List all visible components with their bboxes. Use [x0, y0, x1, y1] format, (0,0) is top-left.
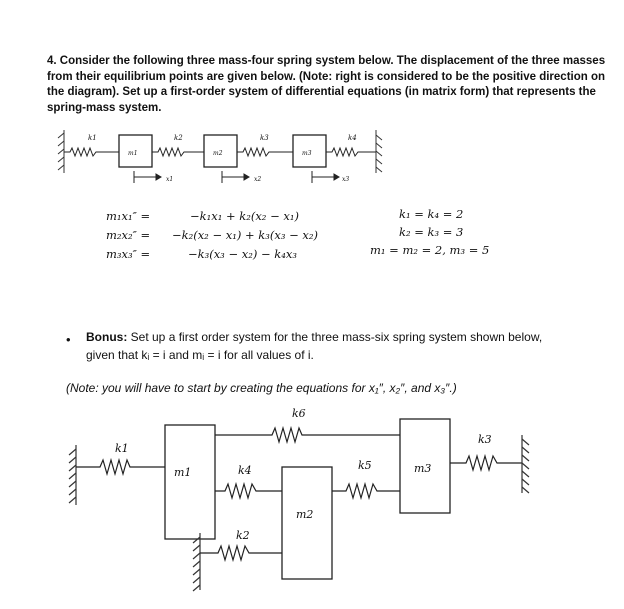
spring-k6 [215, 428, 400, 442]
label-m2-2: m2 [296, 508, 314, 521]
label-x3: x3 [342, 176, 350, 183]
problem-4-text: 4. Consider the following three mass-four spring system below. The displacement of the three masses from their equilibrium points are given below. (Note: right is considered to be the positive direction on the diagram). Set up a first-order system of differential equations (in matrix form) that represents the spring-mass system. [47, 55, 606, 114]
label-k3-2: k3 [478, 433, 492, 446]
equation-2-lhs: m₂x₂″ = [106, 228, 151, 242]
equation-3-rhs: −k₃(x₃ − x₂) − k₄x₃ [188, 247, 297, 261]
label-x1: x1 [166, 176, 174, 183]
mass-m2-2 [282, 467, 332, 579]
right-wall-2 [522, 435, 529, 493]
label-k1: k1 [88, 134, 97, 142]
label-k4-2: k4 [238, 464, 252, 477]
label-k5-2: k5 [358, 459, 372, 472]
bonus-text [86, 328, 556, 364]
label-k6-2: k6 [292, 407, 306, 420]
spring-k5 [332, 484, 400, 498]
label-k4: k4 [348, 134, 357, 142]
right-wall [376, 130, 382, 173]
bottom-wall [193, 533, 200, 591]
displacement-arrow-x2 [222, 171, 249, 183]
equation-1-rhs: −k₁x₁ + k₂(x₂ − x₁) [190, 209, 299, 223]
constants-masses: m₁ = m₂ = 2, m₃ = 5 [370, 243, 490, 257]
spring-k4 [326, 148, 376, 156]
label-k2-2: k2 [236, 529, 250, 542]
label-m2: m2 [213, 150, 223, 157]
three-mass-four-spring-diagram [50, 125, 390, 185]
equation-1-lhs: m₁x₁″ = [106, 209, 151, 223]
bonus-bullet: • [66, 332, 71, 347]
label-m3-2: m3 [414, 462, 432, 475]
spring-k4-2 [215, 484, 282, 498]
label-k2: k2 [174, 134, 183, 142]
bonus-body: Set up a first order system for the three mass-six spring system shown below, given that kᵢ = i and mᵢ = i for all values of i. [86, 330, 543, 362]
label-k3: k3 [260, 134, 269, 142]
spring-k2 [152, 148, 204, 156]
label-x2: x2 [254, 176, 262, 183]
displacement-arrow-x1 [134, 171, 161, 183]
three-mass-six-spring-diagram [60, 405, 550, 600]
equation-2-rhs: −k₂(x₂ − x₁) + k₃(x₃ − x₂) [172, 228, 318, 242]
spring-k1 [64, 148, 119, 156]
mass-m1-2 [165, 425, 215, 539]
bonus-label: Bonus: [86, 330, 128, 344]
spring-k2-2 [200, 546, 282, 560]
label-m3: m3 [302, 150, 312, 157]
constants-k2-k3: k₂ = k₃ = 3 [399, 225, 464, 239]
spring-k3-2 [450, 456, 522, 470]
spring-k1-2 [76, 460, 165, 474]
left-wall [58, 130, 64, 173]
spring-k3 [237, 148, 293, 156]
constants-k1-k4: k₁ = k₄ = 2 [399, 207, 464, 221]
left-wall-2 [69, 445, 76, 505]
label-k1-2: k1 [115, 442, 129, 455]
displacement-arrow-x3 [312, 171, 339, 183]
label-m1-2: m1 [174, 466, 192, 479]
equation-3-lhs: m₃x₃″ = [106, 247, 151, 261]
label-m1: m1 [128, 150, 138, 157]
bonus-note: (Note: you will have to start by creating the equations for x₁″, x₂″, and x₃″.) [66, 381, 457, 395]
